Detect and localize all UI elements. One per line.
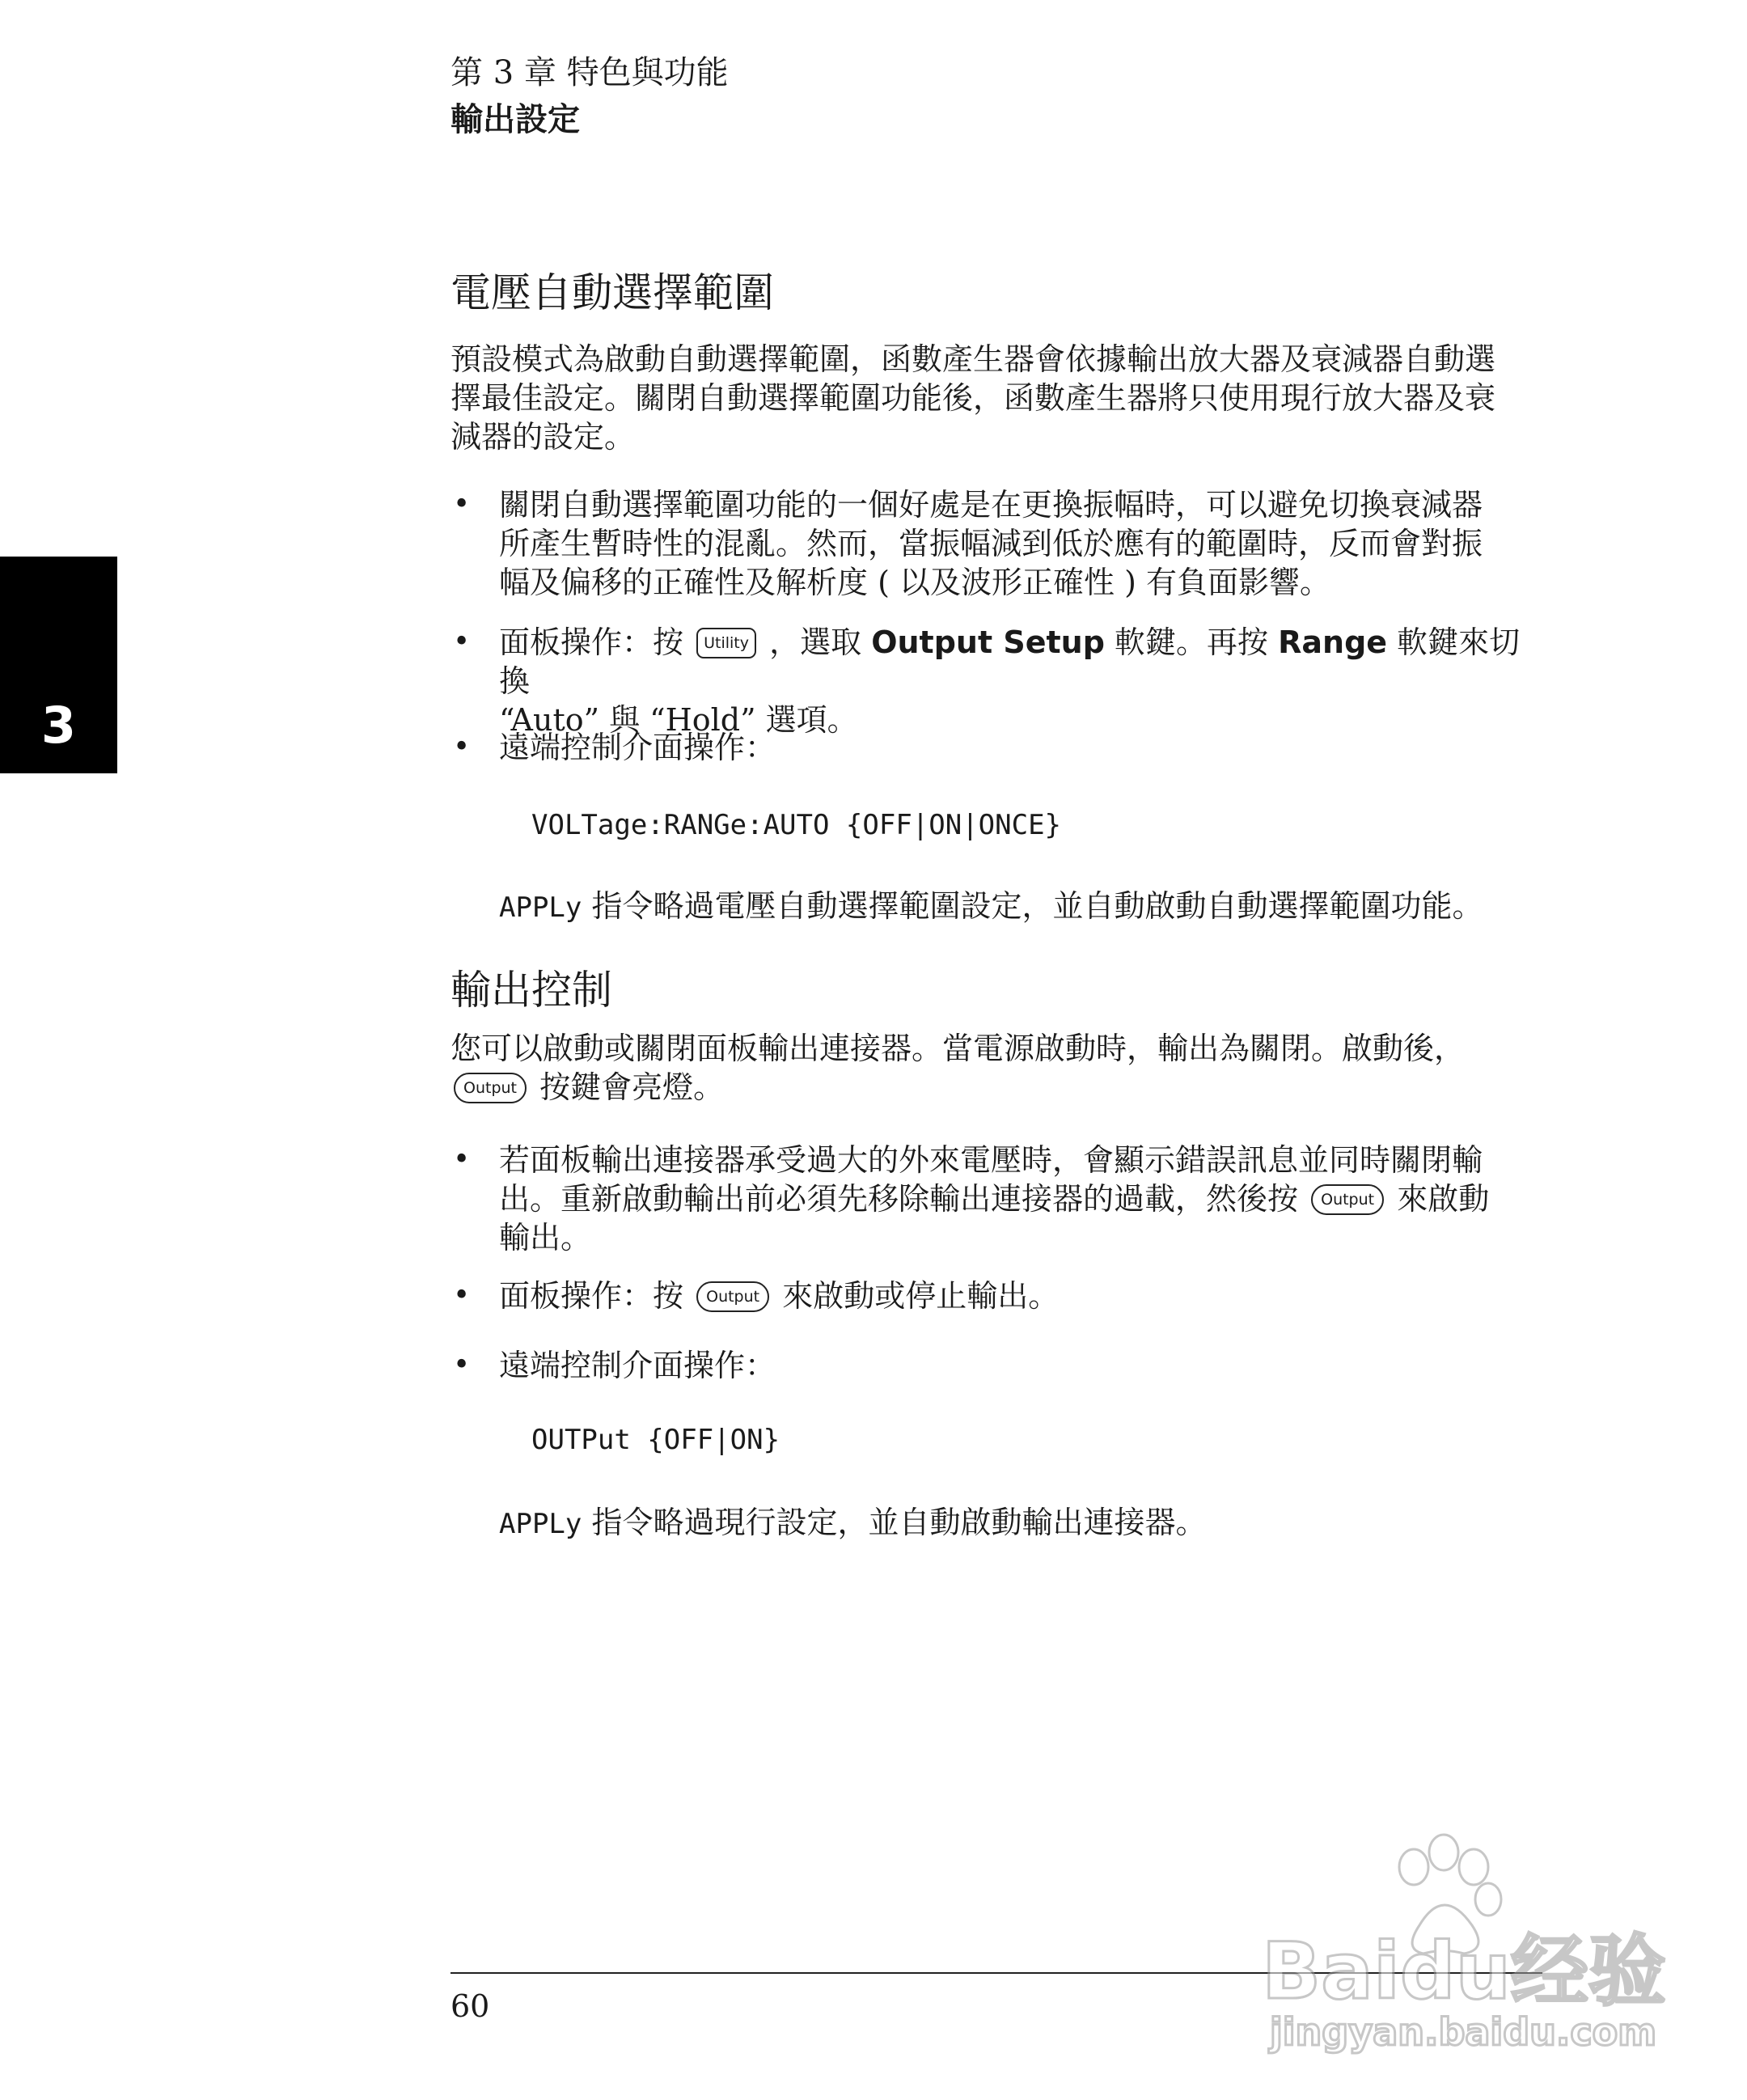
section-title-output-control: 輸出控制 [450, 967, 612, 1014]
output-key-icon: Output [454, 1073, 527, 1103]
watermark-url: jingyan.baidu.com [1270, 2010, 1657, 2054]
intro-paragraph: 預設模式為啟動自動選擇範圍，函數產生器會依據輸出放大器及衰減器自動選 擇最佳設定。關閉自動選擇範圍功能後，函數產生器將只使用現行放大器及衰 減器的設定。 [450, 341, 1496, 455]
bullet-output-front-panel: 面板操作：按 Output 來啟動或停止輸出。 [499, 1278, 1060, 1314]
bullet-output-remote: 遠端控制介面操作： [499, 1348, 776, 1383]
bullet-marker: • [453, 488, 471, 521]
bullet-marker: • [453, 1348, 471, 1382]
softkey-range: Range [1278, 624, 1388, 660]
bullet-remote-interface: 遠端控制介面操作： [499, 730, 776, 765]
bullet-autorange-benefit: 關閉自動選擇範圍功能的一個好處是在更換振幅時，可以避免切換衰減器 所產生暫時性的混亂。然而，當振幅減到低於應有的範圍時，反而會對振 幅及偏移的正確性及解析度 ( 以及波形正確性 ) 有負面影響。 [499, 487, 1483, 600]
chapter-tab-number: 3 [40, 696, 77, 755]
scpi-command-output: OUTPut {OFF|ON} [531, 1424, 780, 1456]
running-header-chapter: 第 3 章 特色與功能 [450, 54, 729, 91]
bullet-front-panel-operation: 面板操作：按 Utility ，選取 Output Setup 軟鍵。再按 Range 軟鍵來切換 “Auto” 與 “Hold” 選項。 [499, 624, 1521, 738]
running-header-section: 輸出設定 [450, 100, 580, 138]
bullet-output-overload: 若面板輸出連接器承受過大的外來電壓時，會顯示錯誤訊息並同時關閉輸 出。重新啟動輸出前必須先移除輸出連接器的過載，然後按 Output 來啟動 輸出。 [499, 1142, 1490, 1255]
page-number: 60 [450, 1988, 490, 2024]
apply-note-autorange: APPLy 指令略過電壓自動選擇範圍設定，並自動啟動自動選擇範圍功能。 [499, 888, 1483, 924]
apply-note-output: APPLy 指令略過現行設定，並自動啟動輸出連接器。 [499, 1505, 1207, 1540]
output-key-icon: Output [696, 1281, 769, 1312]
output-key-icon: Output [1311, 1184, 1384, 1215]
output-intro-paragraph: 您可以啟動或關閉面板輸出連接器。當電源啟動時，輸出為關閉。啟動後， Output 按鍵會亮燈。 [450, 1031, 1466, 1105]
scpi-command-autorange: VOLTage:RANGe:AUTO {OFF|ON|ONCE} [531, 809, 1062, 841]
watermark-brand: Baidu经验 [1262, 1926, 1666, 2017]
baidu-watermark [1246, 1828, 1666, 2055]
bullet-marker: • [453, 1279, 471, 1312]
softkey-output-setup: Output Setup [871, 624, 1105, 660]
bullet-marker: • [453, 1143, 471, 1176]
bullet-marker: • [453, 625, 471, 658]
bullet-marker: • [453, 730, 471, 764]
utility-key-icon: Utility [696, 628, 756, 658]
section-title-voltage-autorange: 電壓自動選擇範圍 [450, 269, 774, 316]
